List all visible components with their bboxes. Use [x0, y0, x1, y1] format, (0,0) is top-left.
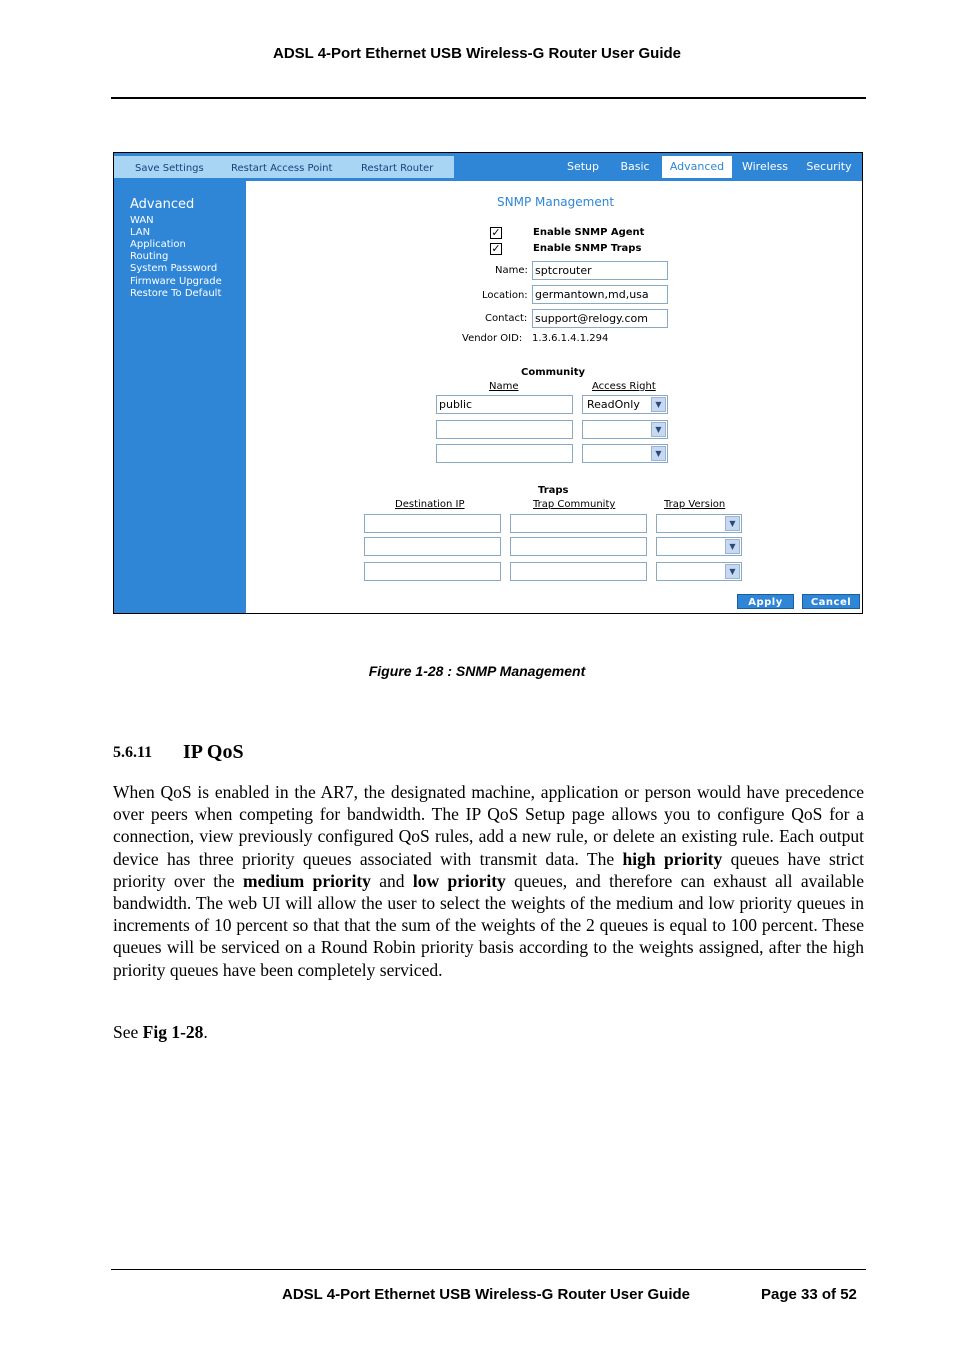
trap-community-field-1[interactable]: [510, 514, 647, 533]
trap-version-select-2[interactable]: [656, 537, 742, 556]
trap-version-header: Trap Version: [664, 499, 726, 510]
main-tabs: [558, 156, 954, 178]
community-name-field-1[interactable]: public: [436, 395, 573, 414]
chevron-down-icon: ▼: [651, 397, 666, 412]
para-text-1: When QoS is enabled in the AR7, the designated machine, application or person would have precedence over peers when competing for bandwidth. The IP QoS Setup page allows you to configure QoS for a connection, view previously configured QoS rules, add a new rule, or delete an existing rule. Each output device has three priority queues associated with transmit data. The: [113, 782, 864, 869]
top-nav-bar: [114, 153, 954, 181]
sidebar-item-lan[interactable]: LAN: [130, 227, 151, 238]
community-access-header: Access Right: [592, 381, 656, 392]
chevron-down-icon: ▼: [725, 516, 740, 531]
tab-wireless[interactable]: Wireless: [741, 160, 789, 173]
access-right-select-3[interactable]: [582, 444, 668, 463]
see-figure-ref: Fig 1-28: [142, 1022, 204, 1042]
vendor-oid-value: 1.3.6.1.4.1.294: [532, 333, 609, 344]
chevron-down-icon: ▼: [651, 446, 666, 461]
footer-rule: [111, 1269, 866, 1270]
section-title: IP QoS: [183, 741, 244, 763]
enable-snmp-traps-checkbox[interactable]: ✓: [491, 242, 501, 255]
trap-version-select-3[interactable]: [656, 562, 742, 581]
chevron-down-icon: ▼: [725, 564, 740, 579]
chevron-down-icon: ▼: [651, 422, 666, 437]
see-prefix: See: [113, 1022, 143, 1042]
running-header: ADSL 4-Port Ethernet USB Wireless-G Router User Guide: [272, 45, 681, 62]
cancel-button[interactable]: Cancel: [802, 594, 860, 609]
access-right-select-2[interactable]: [582, 420, 668, 439]
snmp-screenshot: [113, 152, 954, 614]
community-name-field-2[interactable]: [436, 420, 573, 439]
sidebar-item-restore-default[interactable]: Restore To Default: [130, 288, 222, 299]
chevron-down-icon: ▼: [725, 539, 740, 554]
sidebar-item-routing[interactable]: Routing: [130, 251, 169, 262]
para-text-3: and: [370, 870, 413, 891]
utility-links: [114, 156, 454, 178]
bold-low-priority: low priority: [412, 870, 506, 891]
trap-community-header: Trap Community: [533, 499, 616, 510]
page-number: Page 33 of 52: [761, 1286, 857, 1303]
para-text-2: queues have strict priority over the: [113, 848, 864, 891]
sidebar-item-system-password[interactable]: System Password: [130, 263, 218, 274]
tab-setup[interactable]: Setup: [566, 160, 600, 173]
body-paragraph: [113, 781, 864, 981]
sidebar: [114, 181, 246, 613]
figure-caption: Figure 1-28 : SNMP Management: [368, 663, 586, 679]
sidebar-item-firmware-upgrade[interactable]: Firmware Upgrade: [130, 276, 222, 287]
tab-advanced[interactable]: Advanced: [662, 156, 732, 178]
see-suffix: .: [203, 1022, 208, 1042]
trap-community-field-3[interactable]: [510, 562, 647, 581]
sidebar-item-application[interactable]: Application: [130, 239, 186, 250]
enable-snmp-agent-checkbox[interactable]: ✓: [491, 226, 501, 239]
restart-router-link[interactable]: Restart Router: [361, 163, 434, 174]
bold-high-priority: high priority: [622, 848, 723, 869]
page-title: SNMP Management: [497, 195, 615, 209]
trap-destination-field-3[interactable]: [364, 562, 501, 581]
access-right-select-1[interactable]: [582, 395, 668, 414]
section-number: 5.6.11: [113, 744, 153, 761]
sidebar-item-wan[interactable]: WAN: [130, 215, 154, 226]
trap-community-field-2[interactable]: [510, 537, 647, 556]
restart-access-point-link[interactable]: Restart Access Point: [231, 163, 333, 174]
tab-security[interactable]: Security: [806, 160, 852, 173]
header-rule: [111, 97, 866, 99]
vendor-oid-label: Vendor OID:: [462, 333, 523, 344]
trap-destination-field-1[interactable]: [364, 514, 501, 533]
location-field[interactable]: germantown,md,usa: [532, 285, 668, 304]
community-title: Community: [521, 367, 586, 378]
community-name-field-3[interactable]: [436, 444, 573, 463]
contact-label: Contact:: [485, 313, 528, 324]
community-name-header: Name: [489, 381, 519, 392]
trap-destination-field-2[interactable]: [364, 537, 501, 556]
tab-basic[interactable]: Basic: [620, 160, 650, 173]
footer-title: ADSL 4-Port Ethernet USB Wireless-G Router User Guide: [282, 1286, 691, 1303]
para-text-4: queues, and therefore can exhaust all available bandwidth. The web UI will allow the user to select the weights of the medium and low priority queues in increments of 10 percent so that that the sum of the weights of the 2 queues is equal to 100 percent. These queues will be serviced on a Round Robin priority basis according to the weights assigned, after the high priority queues have been completely serviced.: [113, 870, 864, 980]
sidebar-title: Advanced: [130, 197, 195, 212]
enable-snmp-traps-label: Enable SNMP Traps: [533, 243, 642, 254]
trap-destination-header: Destination IP: [395, 499, 465, 510]
tab-help[interactable]: Help: [928, 160, 954, 173]
bold-medium-priority: medium priority: [243, 870, 371, 891]
apply-button[interactable]: Apply: [737, 594, 794, 609]
access-right-value-1: ReadOnly: [587, 398, 640, 411]
traps-title: Traps: [538, 485, 569, 496]
tab-status[interactable]: Status: [872, 160, 908, 173]
save-settings-link[interactable]: Save Settings: [135, 163, 204, 174]
contact-field[interactable]: support@relogy.com: [532, 309, 668, 328]
main-panel: [246, 181, 862, 613]
location-label: Location:: [482, 290, 528, 301]
see-reference: [113, 1022, 208, 1043]
enable-snmp-agent-label: Enable SNMP Agent: [533, 227, 645, 238]
trap-version-select-1[interactable]: [656, 514, 742, 533]
name-field[interactable]: sptcrouter: [532, 261, 668, 280]
name-label: Name:: [495, 265, 528, 276]
